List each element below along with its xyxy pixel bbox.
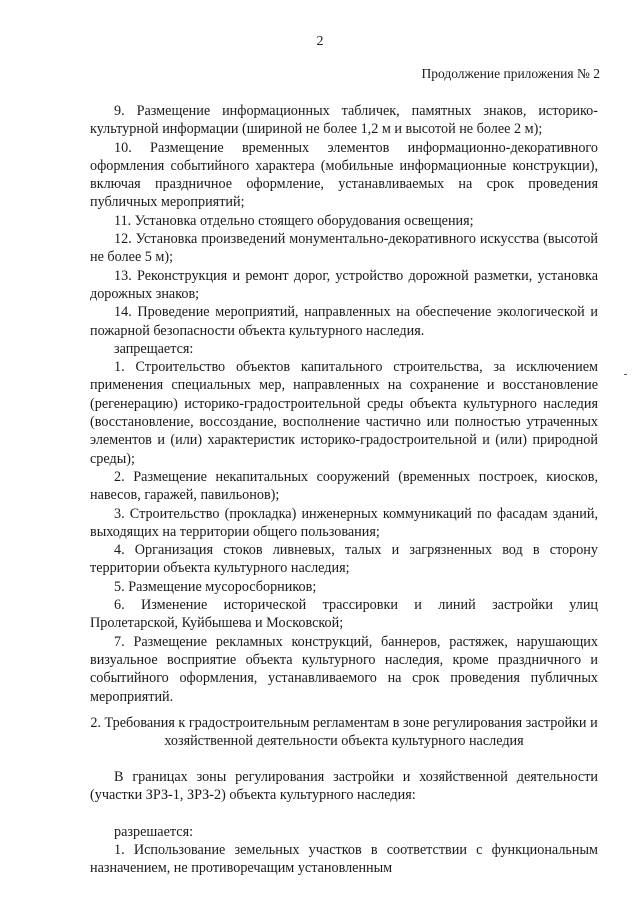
section-2-heading: 2. Требования к градостроительным регламентам в зоне регулирования застройки и хозяйственной деятельности объекта культурного наследия <box>90 715 598 750</box>
prohibited-item: 4. Организация стоков ливневых, талых и загрязненных вод в сторону территории объекта культурного наследия; <box>90 542 598 577</box>
list-item: 9. Размещение информационных табличек, памятных знаков, историко-культурной информации (шириной не более 1,2 м и высотой не более 2 м); <box>90 103 598 138</box>
page-number: 2 <box>316 34 324 49</box>
list-item: 14. Проведение мероприятий, направленных на обеспечение экологической и пожарной безопасности объекта культурного наследия. <box>90 304 598 339</box>
list-item: 10. Размещение временных элементов информационно-декоративного оформления событийного характера (мобильные информационные конструкции), включая праздничное оформление, устанавливаемых на срок проведения публичных мероприятий; <box>90 139 598 211</box>
section-2-body <box>90 768 598 877</box>
list-item: 13. Реконструкция и ремонт дорог, устройство дорожной разметки, установка дорожных знаков; <box>90 267 598 302</box>
section-1-body <box>90 102 598 706</box>
list-item: 11. Установка отдельно стоящего оборудования освещения; <box>114 212 474 229</box>
margin-mark <box>624 374 627 375</box>
prohibited-item: 1. Строительство объектов капитального строительства, за исключением применения специальных мер, направленных на сохранение и восстановление (регенерацию) историко-градостроительной среды объекта культурного наследия (восстановление, воссоздание, восполнение частично или полностью утраченных элементов и (или) характеристик историко-градостроительной и (или) природной среды); <box>90 359 598 467</box>
list-item: 12. Установка произведений монументально-декоративного искусства (высотой не более 5 м); <box>90 231 598 266</box>
prohibited-label: запрещается: <box>114 340 194 357</box>
prohibited-item: 6. Изменение исторической трассировки и линий застройки улиц Пролетарской, Куйбышева и Московской; <box>90 597 598 632</box>
allowed-item: 1. Использование земельных участков в соответствии с функциональным назначением, не противоречащим установленным <box>90 841 598 877</box>
prohibited-item: 3. Строительство (прокладка) инженерных коммуникаций по фасадам зданий, выходящих на территории общего пользования; <box>90 505 598 540</box>
section-2-intro: В границах зоны регулирования застройки и хозяйственной деятельности (участки ЗРЗ-1, ЗРЗ-2) объекта культурного наследия: <box>90 769 598 804</box>
allowed-label: разрешается: <box>114 823 194 840</box>
prohibited-item: 7. Размещение рекламных конструкций, баннеров, растяжек, нарушающих визуальное восприятие объекта культурного наследия, кроме праздничного и событийного оформления, устанавливаемого на срок проведения публичных мероприятий. <box>90 633 598 705</box>
prohibited-item: 5. Размещение мусоросборников; <box>114 578 317 595</box>
appendix-continuation-label: Продолжение приложения № 2 <box>421 66 600 81</box>
prohibited-item: 2. Размещение некапитальных сооружений (временных построек, киосков, навесов, гаражей, павильонов); <box>90 468 598 504</box>
